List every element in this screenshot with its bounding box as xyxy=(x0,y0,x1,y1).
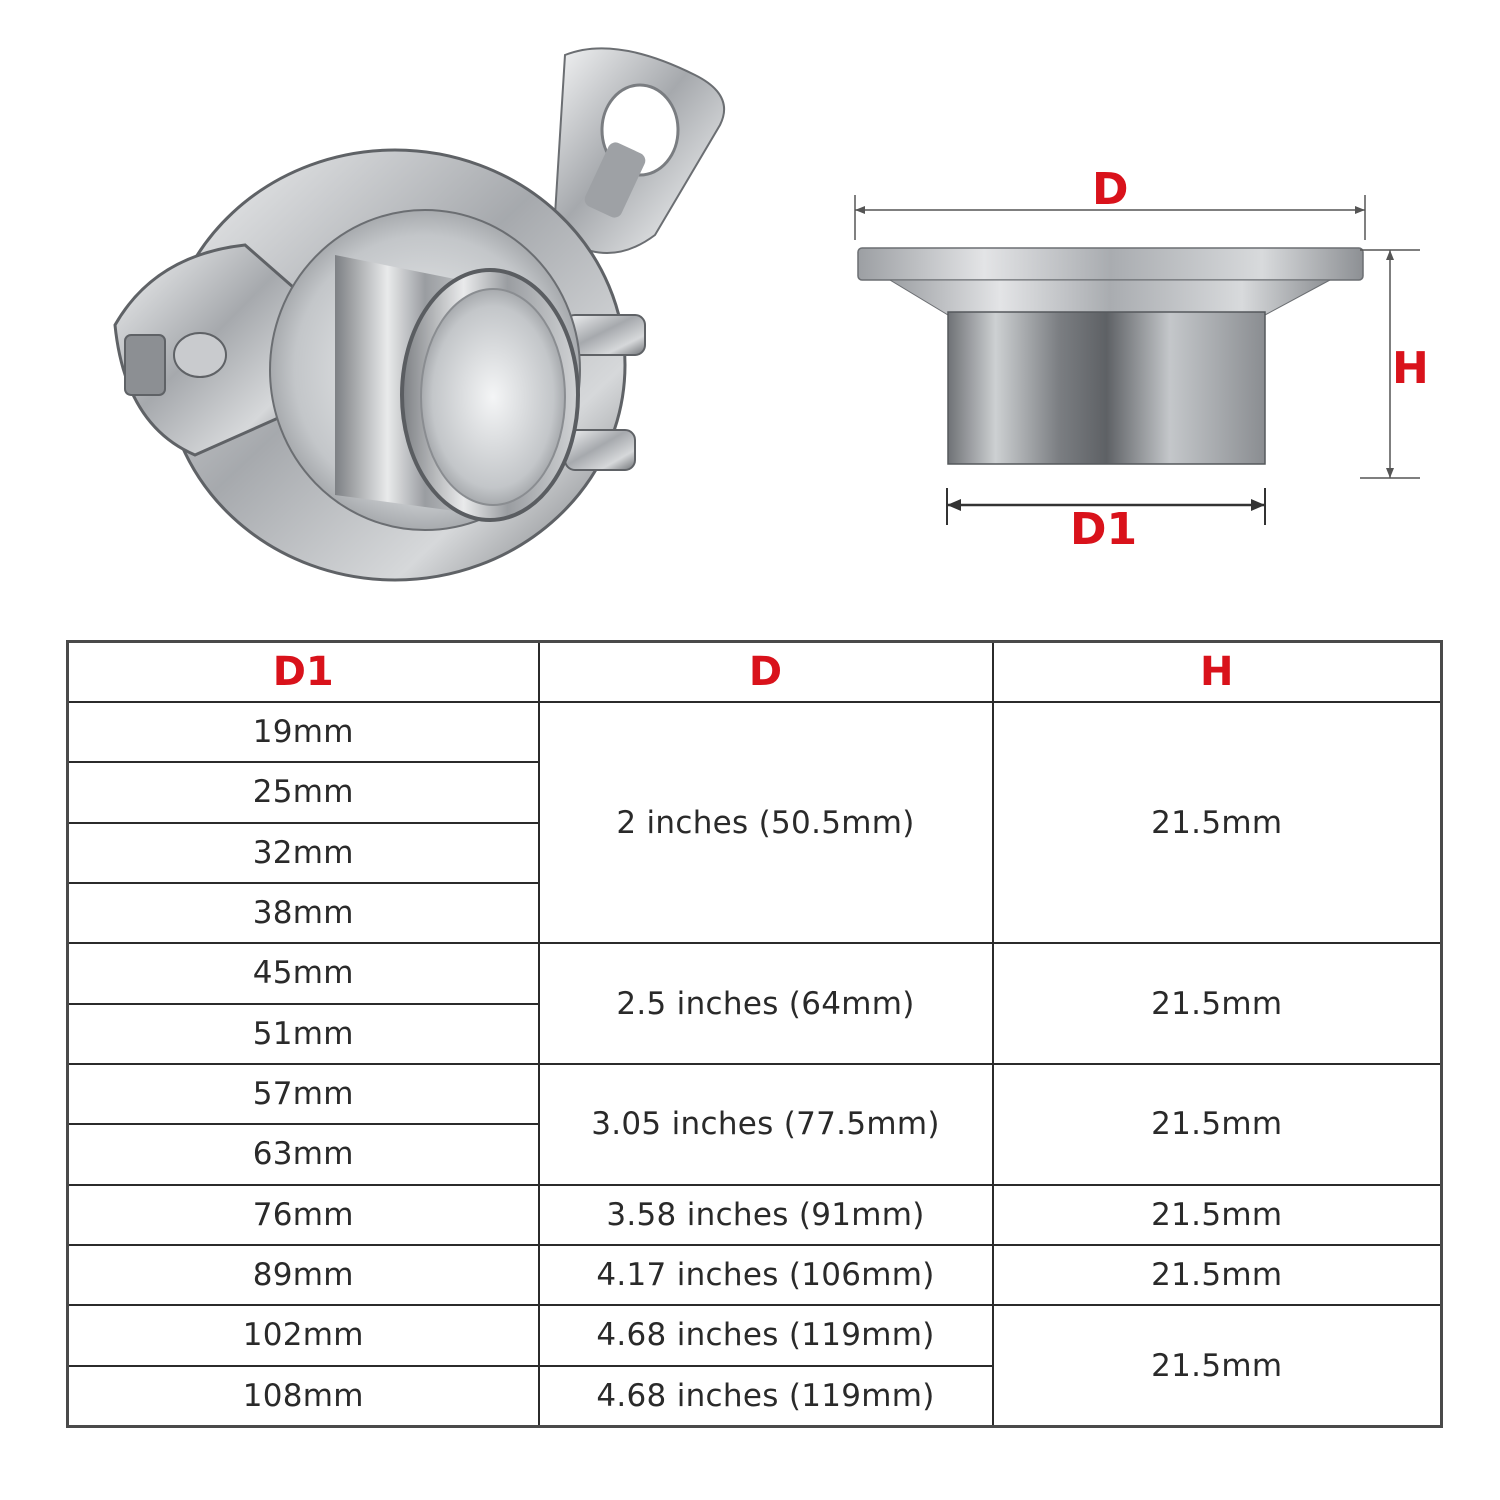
cell-d: 3.05 inches (77.5mm) xyxy=(539,1064,993,1185)
cell-h: 21.5mm xyxy=(993,943,1442,1064)
table-row xyxy=(68,1185,1442,1245)
table-row xyxy=(68,1305,1442,1365)
header-d1: D1 xyxy=(68,642,539,703)
cell-d1: 76mm xyxy=(68,1185,539,1245)
table-row xyxy=(68,1245,1442,1305)
table-row xyxy=(68,702,1442,762)
cell-d1: 25mm xyxy=(68,762,539,822)
ferrule-tube xyxy=(270,210,580,530)
clamp-product-photo xyxy=(95,35,755,595)
cell-d1: 89mm xyxy=(68,1245,539,1305)
cell-d: 3.58 inches (91mm) xyxy=(539,1185,993,1245)
cell-h: 21.5mm xyxy=(993,1185,1442,1245)
table-row xyxy=(68,1064,1442,1124)
cell-d: 4.68 inches (119mm) xyxy=(539,1366,993,1427)
header-h: H xyxy=(993,642,1442,703)
ferrule-flange xyxy=(858,248,1363,280)
label-d: D xyxy=(1092,164,1129,215)
cell-d1: 45mm xyxy=(68,943,539,1003)
cell-d1: 63mm xyxy=(68,1124,539,1184)
cell-d1: 51mm xyxy=(68,1004,539,1064)
cell-d1: 57mm xyxy=(68,1064,539,1124)
cell-d: 2 inches (50.5mm) xyxy=(539,702,993,943)
label-d1: D1 xyxy=(1070,504,1138,555)
cell-h: 21.5mm xyxy=(993,1064,1442,1185)
label-h: H xyxy=(1392,343,1429,394)
cell-h: 21.5mm xyxy=(993,702,1442,943)
table-row xyxy=(68,943,1442,1003)
cell-d: 4.17 inches (106mm) xyxy=(539,1245,993,1305)
ferrule-body xyxy=(948,312,1265,464)
table-header-row xyxy=(68,642,1442,703)
cell-d: 4.68 inches (119mm) xyxy=(539,1305,993,1365)
ferrule-dimension-drawing xyxy=(830,150,1450,570)
size-spec-table xyxy=(66,640,1443,1428)
cell-h: 21.5mm xyxy=(993,1245,1442,1305)
header-d: D xyxy=(539,642,993,703)
cell-h: 21.5mm xyxy=(993,1305,1442,1426)
cell-d1: 38mm xyxy=(68,883,539,943)
cell-d1: 32mm xyxy=(68,823,539,883)
cell-d1: 19mm xyxy=(68,702,539,762)
wing-nut xyxy=(555,48,724,253)
cell-d1: 108mm xyxy=(68,1366,539,1427)
cell-d1: 102mm xyxy=(68,1305,539,1365)
cell-d: 2.5 inches (64mm) xyxy=(539,943,993,1064)
